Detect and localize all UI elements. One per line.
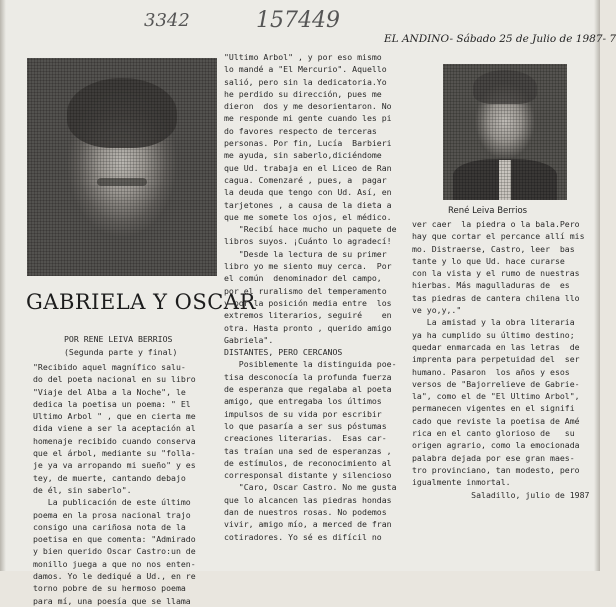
text-line: que lo alcancen las piedras hondas bbox=[224, 494, 392, 505]
text-line: he perdido su dirección, pues me bbox=[224, 88, 382, 99]
text-line: origen agrario, como la emocionada bbox=[412, 440, 580, 451]
right-column-body bbox=[412, 218, 596, 501]
text-line: vivir, amigo mío, a merced de fran bbox=[224, 519, 392, 530]
text-line: por el ruralismo del temperamento bbox=[224, 285, 387, 296]
text-line: Gabriela". bbox=[224, 334, 274, 345]
text-line: que el árbol, mediante su "folla- bbox=[33, 448, 196, 459]
text-line: "Recibido aquel magnífico salu- bbox=[33, 362, 186, 372]
text-line: consigo una cariñosa nota de la bbox=[33, 521, 186, 532]
text-line: hierbas. Más magulladuras de es bbox=[412, 280, 570, 291]
text-line: tro provinciano, tan modesto, pero bbox=[412, 464, 580, 475]
text-line: lo que pasaría a ser sus póstumas bbox=[224, 420, 387, 431]
text-line: cado que reviste la poetisa de Amé bbox=[412, 415, 580, 426]
text-line: de él, sin saberlo". bbox=[33, 484, 132, 495]
text-line: "Ultimo Arbol" , y por eso mismo bbox=[224, 52, 382, 62]
text-line: torno pobre de su hermoso poema bbox=[33, 583, 186, 594]
handwritten-number-center: 157449 bbox=[256, 8, 340, 33]
text-line: el común denominador del campo, bbox=[224, 273, 382, 284]
text-line: lo mandé a "El Mercurio". Aquello bbox=[224, 64, 387, 75]
text-line: que me somete los ojos, el médico. bbox=[224, 211, 392, 222]
text-line: ve yo,y,." bbox=[412, 305, 462, 316]
text-line: libros suyos. ¡Cuánto lo agradecí! bbox=[224, 236, 392, 247]
text-line: tas piedras de cantera chilena llo bbox=[412, 292, 580, 303]
text-line: damos. Yo le dediqué a Ud., en re bbox=[33, 571, 196, 582]
text-line: impulsos de su vida por escribir bbox=[224, 408, 382, 419]
text-line: do favores respecto de terceras bbox=[224, 125, 377, 136]
left-column-body bbox=[33, 361, 219, 607]
text-line: tisa desconocía la profunda fuerza bbox=[224, 371, 392, 382]
text-line: creaciones literarias. Esas car- bbox=[224, 433, 387, 444]
text-line: dieron dos y me desorientaron. No bbox=[224, 101, 392, 112]
text-line: La amistad y la obra literaria bbox=[412, 317, 575, 328]
left-page-edge bbox=[0, 0, 6, 571]
text-line: poetisa en que comenta: "Admirado bbox=[33, 534, 196, 545]
text-line: "Caro, Oscar Castro. No me gusta bbox=[224, 482, 397, 493]
text-line: cagua. Comenzaré , pues, a pagar bbox=[224, 174, 387, 185]
text-line: Ultimo Arbol " , que en cierta me bbox=[33, 411, 196, 422]
halftone-texture bbox=[443, 64, 567, 200]
text-line: salió, pero sin la dedicatoria.Yo bbox=[224, 76, 387, 87]
text-line: que Ud. trabaja en el Liceo de Ran bbox=[224, 162, 392, 173]
text-line: ver caer la piedra o la bala.Pero bbox=[412, 219, 580, 229]
text-line: de esperanza que regalaba al poeta bbox=[224, 384, 392, 395]
text-line: poema en la prosa nacional trajo bbox=[33, 509, 191, 520]
halftone-texture bbox=[27, 58, 217, 276]
text-line: tante y lo que Ud. hace curarse bbox=[412, 255, 565, 266]
text-line: DISTANTES, PERO CERCANOS bbox=[224, 347, 343, 358]
text-line: libro yo me siento muy cerca. Por bbox=[224, 261, 392, 272]
subtitle: (Segunda parte y final) bbox=[64, 347, 178, 357]
text-line: tey, de muerte, cantando debajo bbox=[33, 472, 186, 483]
handwritten-number-left: 3342 bbox=[144, 10, 190, 31]
middle-column-body bbox=[224, 51, 408, 543]
text-line: cotiradores. Yo sé es difícil no bbox=[224, 531, 382, 542]
text-line: personas. Por fin, Lucía Barbieri bbox=[224, 138, 392, 149]
article-title: GABRIELA Y OSCAR bbox=[26, 290, 256, 314]
text-line: y por la posición media entre los bbox=[224, 297, 392, 308]
text-line: "Recibí hace mucho un paquete de bbox=[224, 224, 397, 235]
photo-caption: René Leiva Berrios bbox=[448, 206, 528, 216]
text-line: dedica la poetisa un poema: " El bbox=[33, 398, 191, 409]
text-line: "Desde la lectura de su primer bbox=[224, 248, 387, 259]
text-line: la deuda que tengo con Ud. Así, en bbox=[224, 187, 392, 198]
text-line: otra. Hasta pronto , querido amigo bbox=[224, 322, 392, 333]
text-line: homenaje recibido cuando conserva bbox=[33, 435, 196, 446]
byline: POR RENE LEIVA BERRIOS bbox=[64, 334, 173, 344]
text-line: tarjetones , a causa de la dieta a bbox=[224, 199, 392, 210]
text-line: y bien querido Oscar Castro:un de bbox=[33, 546, 196, 557]
portrait-photo-gabriela bbox=[27, 58, 217, 276]
text-line: mo. Distraerse, Castro, leer bas bbox=[412, 243, 575, 254]
text-line: dan de nuestros rosas. No podemos bbox=[224, 506, 387, 517]
text-line: Saladillo, julio de 1987 bbox=[412, 489, 590, 500]
text-line: me ayuda, sin saberlo,diciéndome bbox=[224, 150, 382, 161]
text-line: do del poeta nacional en su libro bbox=[33, 374, 196, 385]
text-line: La publicación de este último bbox=[33, 497, 191, 508]
text-line: corresponsal distante y silencioso bbox=[224, 470, 392, 481]
text-line: je ya va arropando mi sueño" y es bbox=[33, 460, 196, 471]
text-line: "Viaje del Alba a la Noche", le bbox=[33, 386, 186, 397]
text-line: quedar enmarcada en las letras de bbox=[412, 341, 580, 352]
text-line: amigo, que entregaba los últimos bbox=[224, 396, 382, 407]
newspaper-header: EL ANDINO- Sábado 25 de Julio de 1987- 7 bbox=[384, 33, 616, 45]
text-line: con la vista y el rumo de nuestras bbox=[412, 268, 580, 279]
text-line: extremos literarios, seguiré en bbox=[224, 310, 392, 321]
text-line: tas traían una sed de esperanzas , bbox=[224, 445, 392, 456]
text-line: rica en el canto glorioso de su bbox=[412, 428, 575, 439]
text-line: igualmente inmortal. bbox=[412, 477, 511, 488]
text-line: de estímulos, de reconocimiento al bbox=[224, 457, 392, 468]
text-line: la", como el de "El Ultimo Arbol", bbox=[412, 391, 580, 402]
text-line: para mí, una poesía que se llama bbox=[33, 595, 191, 606]
text-line: hay que cortar el percance allí mis bbox=[412, 231, 585, 242]
text-line: permanecen vigentes en el signifi bbox=[412, 403, 575, 414]
text-line: me responde mi gente cuando les pi bbox=[224, 113, 392, 124]
text-line: imprenta para perpetuidad del ser bbox=[412, 354, 580, 365]
text-line: Posiblemente la distinguida poe- bbox=[224, 359, 397, 370]
text-line: versos de "Bajorrelieve de Gabrie- bbox=[412, 378, 580, 389]
text-line: palabra dejada por ese gran maes- bbox=[412, 452, 575, 463]
text-line: ya ha cumplido su último destino; bbox=[412, 329, 575, 340]
text-line: humano. Pasaron los años y esos bbox=[412, 366, 570, 377]
text-line: dida viene a ser la aceptación al bbox=[33, 423, 196, 434]
text-line: monillo juega a que no nos enten- bbox=[33, 558, 196, 569]
portrait-photo-author bbox=[443, 64, 567, 200]
